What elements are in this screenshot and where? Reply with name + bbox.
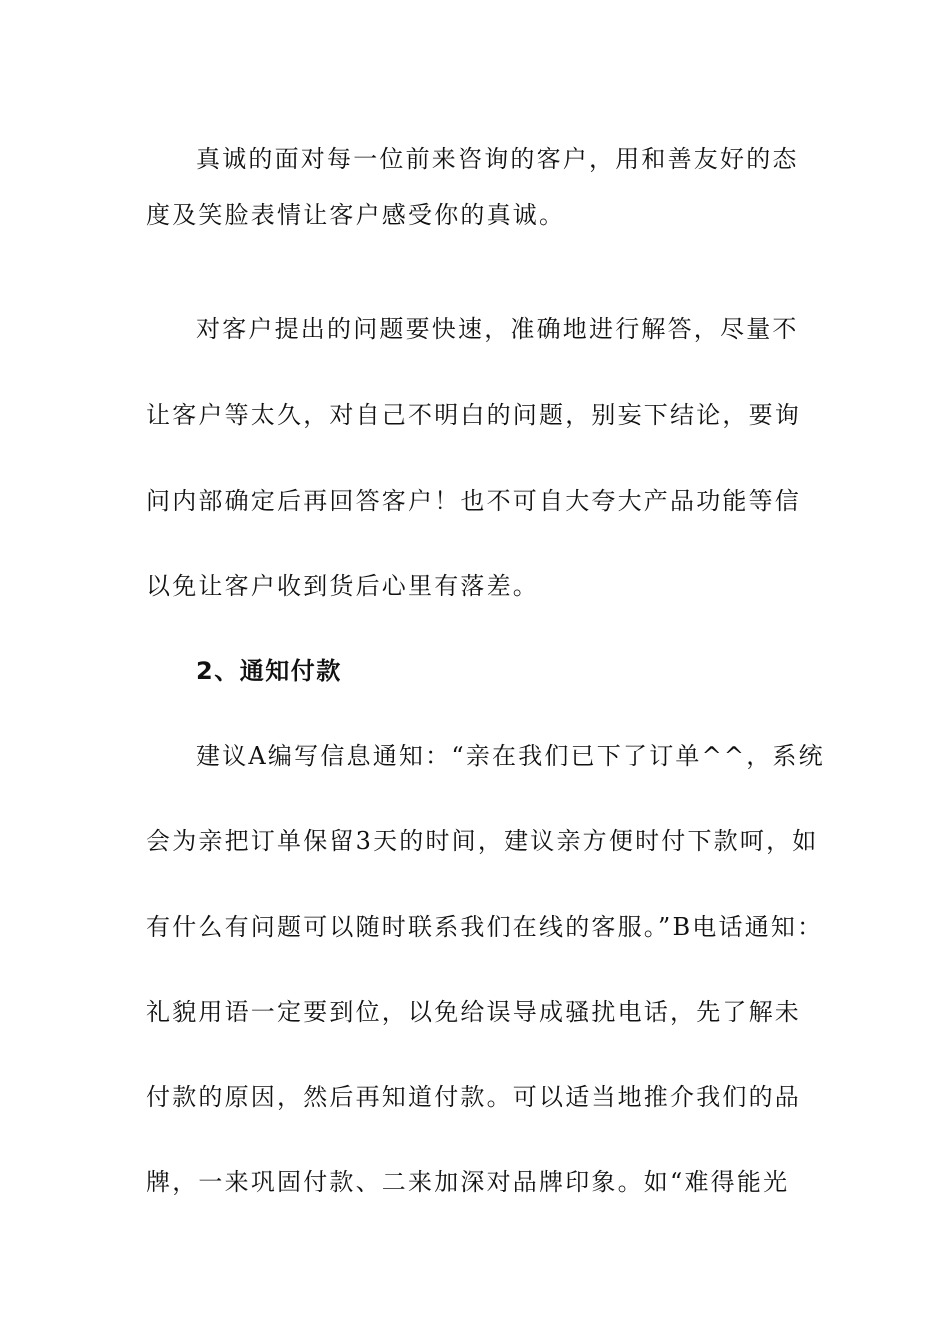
- paragraph-line: 对客户提出的问题要快速，准确地进行解答，尽量不: [196, 315, 799, 343]
- paragraph-line: 度及笑脸表情让客户感受你的真诚。: [146, 201, 566, 229]
- paragraph-line: 会为亲把订单保留3天的时间，建议亲方便时付下款呵，如: [146, 827, 819, 855]
- paragraph-line: 建议A编写信息通知：“亲在我们已下了订单^^，系统: [196, 742, 825, 770]
- paragraph-line: 问内部确定后再回答客户！也不可自大夸大产品功能等信: [146, 487, 801, 515]
- paragraph-line: 有什么有问题可以随时联系我们在线的客服。”B电话通知：: [146, 913, 824, 941]
- paragraph-line: 真诚的面对每一位前来咨询的客户，用和善友好的态: [196, 145, 799, 173]
- paragraph-line: 礼貌用语一定要到位，以免给误导成骚扰电话，先了解未: [146, 998, 801, 1026]
- paragraph-line: 牌，一来巩固付款、二来加深对品牌印象。如“难得能光: [146, 1168, 790, 1196]
- section-heading: 2、通知付款: [196, 657, 342, 685]
- paragraph-line: 让客户等太久，对自己不明白的问题，别妄下结论，要询: [146, 401, 801, 429]
- paragraph-line: 付款的原因，然后再知道付款。可以适当地推介我们的品: [146, 1083, 801, 1111]
- paragraph-line: 以免让客户收到货后心里有落差。: [146, 572, 539, 600]
